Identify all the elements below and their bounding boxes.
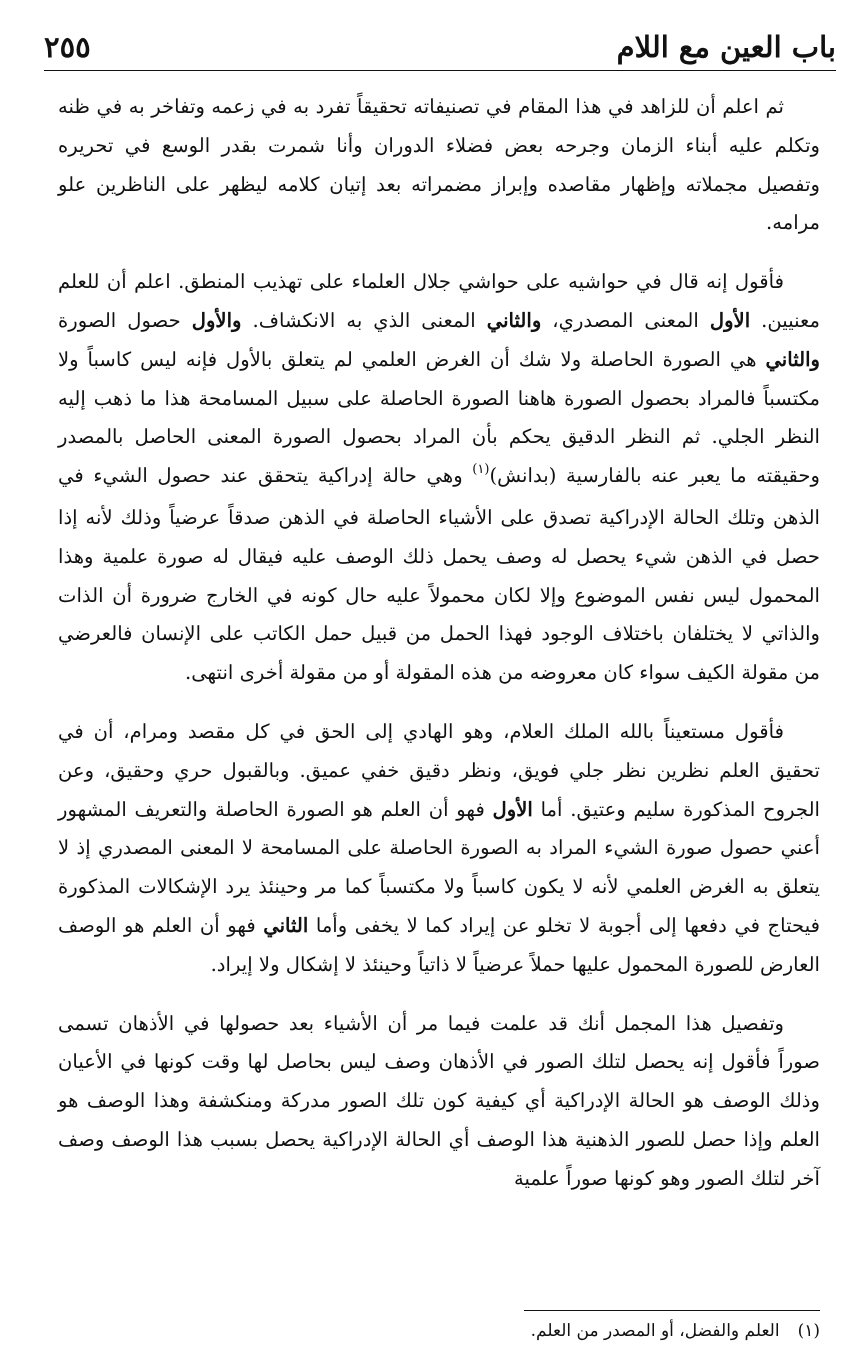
bold-term: الثاني xyxy=(263,913,309,937)
text-run: هي الصورة الحاصلة ولا شك أن الغرض العلمي لم يتعلق بالأول فإنه ليس كاسباً ولا مكتسباً فالمراد بحصول الصورة هاهنا الصورة الحاصلة على سبيل المسامحة هذا ما ذهب إليه النظر الجلي. ثم النظر الدقيق يحكم بأن المراد بحصول الصورة المعنى الحاصل بالمصدر وحقيقته ما يعبر عنه بالفارسية (بدانش) xyxy=(58,347,820,488)
text-run: ثم اعلم أن للزاهد في هذا المقام في تصنيفاته تحقيقاً تفرد به في زعمه وتفاخر به في ظنه وتكلم عليه أبناء الزمان وجرحه بعض فضلاء الدوران وأنا شمرت بقدر الوسع في تحريره وتفصيل مجملاته وإظهار مقاصده وإبراز مضمراته بعد إتيان كلامه ليظهر على الناظرين علو مرامه. xyxy=(58,95,820,235)
footnote-text: العلم والفضل، أو المصدر من العلم. xyxy=(530,1321,780,1341)
running-header xyxy=(44,22,836,71)
text-run: المعنى الذي به الانكشاف. xyxy=(241,308,487,332)
text-run: المعنى المصدري، xyxy=(541,308,710,332)
footnote xyxy=(60,1318,820,1344)
paragraph xyxy=(58,713,820,985)
text-run: فأقول إنه قال في حواشيه على حواشي جلال العلماء على تهذيب المنطق. اعلم أن للعلم معنيين. xyxy=(58,270,820,332)
bold-term: الأول xyxy=(709,308,751,332)
body-text xyxy=(58,88,820,1219)
text-run: وتفصيل هذا المجمل أنك قد علمت فيما مر أن الأشياء بعد حصولها في الأذهان تسمى صوراً فأقول إنه يحصل لتلك الصور في الأذهان وصف ليس بحاصل لها وقت كونها في الأعيان وذلك الوصف هو الحالة الإدراكية أي كيفية كون تلك الصور مدركة ومنكشفة وهذا الوصف هو العلم وإذا حصل للصور الذهنية هذا الوصف أي الحالة الإدراكية يحصل بسبب هذا الوصف وصف آخر لتلك الصور وهو كونها صوراً علمية xyxy=(58,1011,820,1190)
bold-term: والأول xyxy=(191,308,242,332)
footnote-marker: (١) xyxy=(472,462,490,478)
chapter-title: باب العين مع اللام xyxy=(616,30,836,64)
text-run: فأقول مستعيناً بالله الملك العلام، وهو الهادي إلى الحق في كل مقصد ومرام، أن في تحقيق العلم نظرين نظر جلي فويق، ونظر دقيق خفي عميق. وبالقبول حري وحقيق، وعن الجروح المذكورة سليم وعتيق. أما xyxy=(58,719,820,821)
text-run: وهي حالة إدراكية يتحقق عند حصول الشيء في الذهن وتلك الحالة الإدراكية تصدق على الأشياء الحاصلة في الذهن صدقاً عرضياً وذلك لأنه إذا حصل في الذهن شيء يحصل له وصف يحمل ذلك الوصف عليه فيقال له صورة علمية وهذا المحمول ليس نفس الموضوع وإلا لكان محمولاً عليه حال كونه في الخارج ضرورة أن الذات والذاتي لا يختلفان باختلاف الوجود فهذا الحمل من قبيل حمل الكاتب على الإنسان فالعرضي من مقولة الكيف سواء كان معروضه من هذه المقولة أو من مقولة أخرى انتهى. xyxy=(58,464,820,685)
footnote-divider xyxy=(524,1310,820,1311)
bold-term: والثاني xyxy=(765,347,820,371)
page-number: ٢٥٥ xyxy=(44,30,91,64)
paragraph xyxy=(58,1005,820,1199)
bold-term: والثاني xyxy=(486,308,542,332)
paragraph xyxy=(58,263,820,693)
text-run: فهو أن العلم هو الصورة الحاصلة والتعريف المشهور أعني حصول صورة الشيء المراد به الصورة الحاصلة على المسامحة لا المعنى المصدري إذ لا يتعلق به الغرض العلمي لأنه لا يكون كاسباً ولا مكتسباً كما مر وحينئذ يرد الإشكالات المذكورة فيحتاج في دفعها إلى أجوبة لا تخلو عن إيراد كما لا يخفى وأما xyxy=(58,797,820,937)
text-run: فهو أن العلم هو الوصف العارض للصورة المحمول عليها حملاً عرضياً لا ذاتياً وحينئذ لا إشكال ولا إيراد. xyxy=(58,913,820,976)
bold-term: الأول xyxy=(492,797,533,821)
text-run: حصول الصورة xyxy=(58,308,192,332)
paragraph xyxy=(58,88,820,243)
footnote-number: (١) xyxy=(797,1321,820,1341)
